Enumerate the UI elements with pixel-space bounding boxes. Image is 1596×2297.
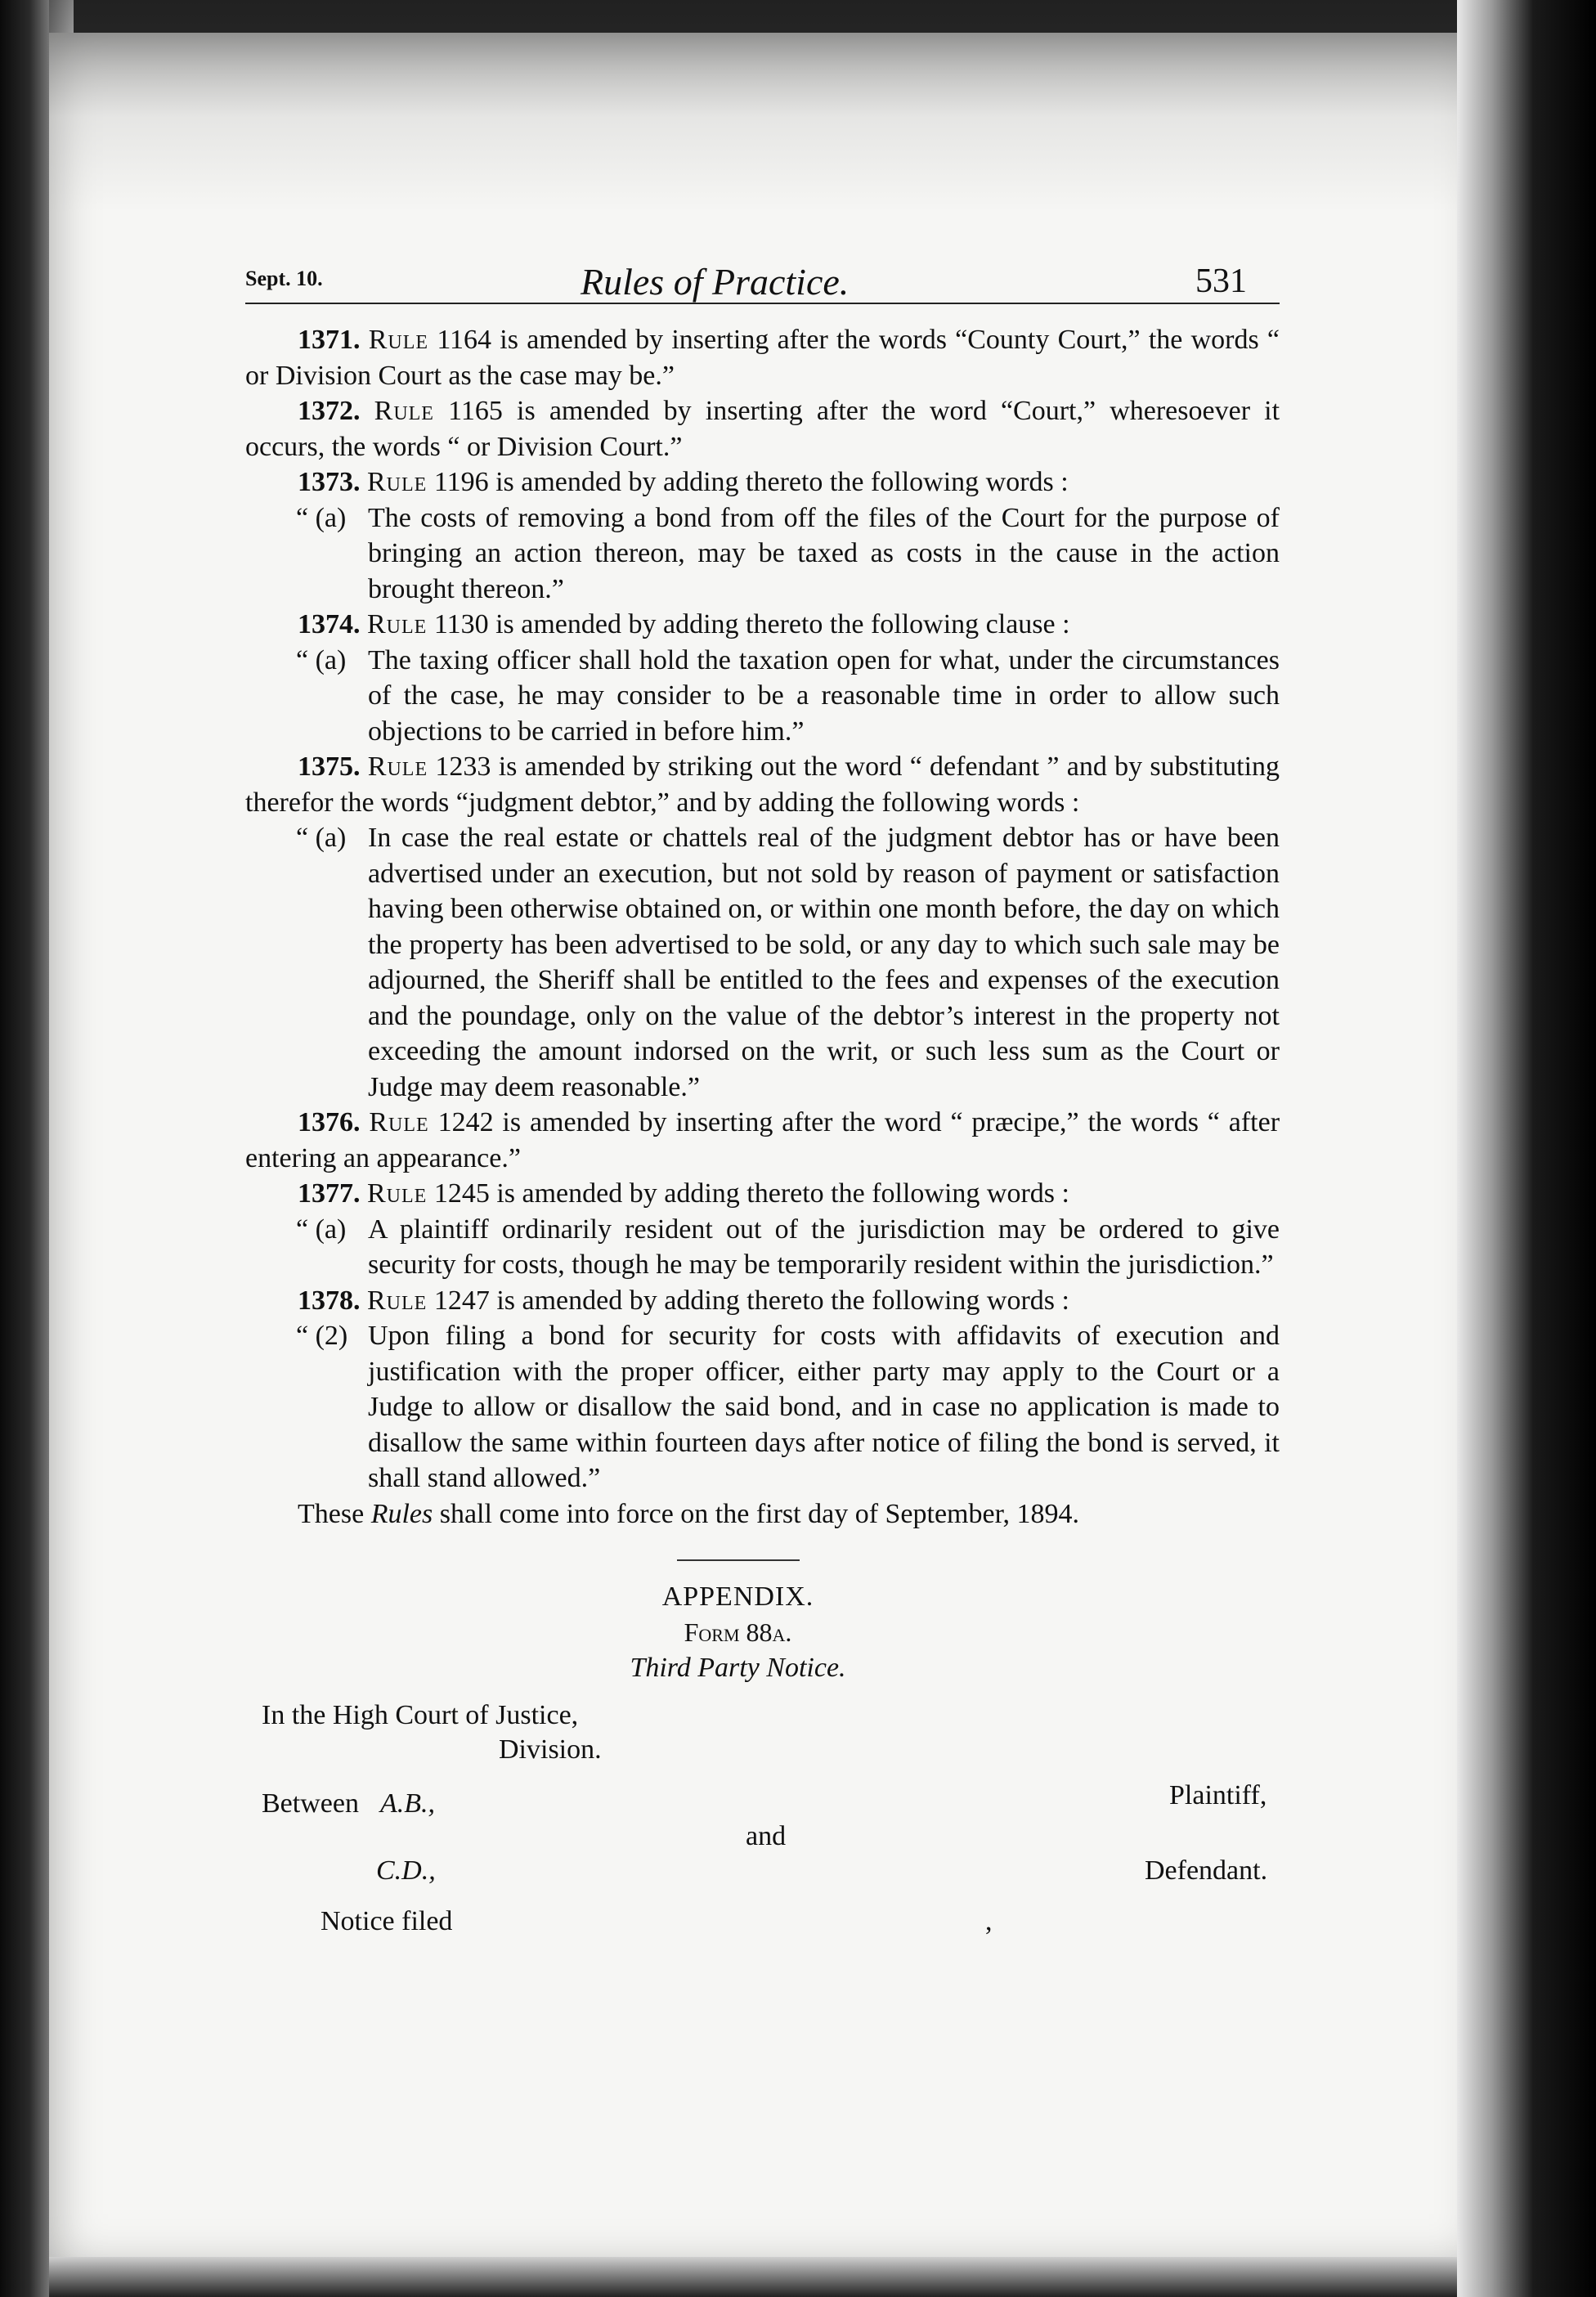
party-a: A.B., — [380, 1788, 436, 1819]
rule-ref: 1130 — [433, 609, 489, 639]
rule-label: Rule — [367, 1178, 428, 1209]
commencement-text-end: shall come into force on the first day of September, 1894. — [439, 1498, 1080, 1529]
rule-1375 — [245, 749, 1280, 820]
rule-1378 — [245, 1283, 1280, 1319]
clause-label: “ (a) — [296, 1214, 347, 1245]
page-number: 531 — [1195, 262, 1247, 300]
division-line: Division. — [499, 1734, 602, 1765]
rule-ref: 1242 — [437, 1107, 494, 1137]
notice-filed-label: Notice filed — [321, 1905, 453, 1936]
rule-text: is amended by adding thereto the following words : — [495, 467, 1069, 497]
third-party-notice-form — [245, 1698, 1280, 1943]
clause-label: “ (2) — [296, 1321, 348, 1351]
rule-1372 — [245, 393, 1280, 464]
rule-text: is amended by inserting after the words “County Court,” the words “ or Division Court as the case may be.” — [245, 325, 1280, 391]
rule-1376 — [245, 1105, 1280, 1176]
notice-filed-comma: , — [985, 1905, 993, 1936]
rule-text: is amended by adding thereto the following words : — [496, 1178, 1069, 1209]
rule-text: is amended by inserting after the word “Court,” wheresoever it occurs, the words “ or Division Court.” — [245, 396, 1280, 462]
rule-number: 1373. — [298, 467, 361, 497]
rule-number: 1374. — [298, 609, 361, 639]
rule-number: 1372. — [298, 396, 361, 426]
commencement-rules-word: Rules — [370, 1498, 433, 1529]
rule-label: Rule — [367, 609, 428, 639]
rule-text: is amended by striking out the word “ defendant ” and by substituting therefor the words “judgment debtor,” and by adding the following words : — [245, 751, 1280, 818]
rule-1377 — [245, 1176, 1280, 1212]
clause-text: Upon filing a bond for security for costs with affidavits of execution and justification with the proper officer, either party may apply to the Court or a Judge to allow or disallow the said bond, and in case no application is made to disallow the same within fourteen days after notice of filing the bond is served, it shall stand allowed.” — [368, 1321, 1280, 1493]
running-head — [245, 245, 1280, 304]
rule-ref: 1165 — [448, 396, 503, 426]
appendix-form-number: Form 88a. — [684, 1617, 792, 1647]
rule-label: Rule — [367, 1285, 428, 1316]
header-title: Rules of Practice. — [581, 260, 850, 303]
rule-label: Rule — [367, 467, 428, 497]
page-content — [245, 245, 1280, 1943]
scan-right-border — [1457, 0, 1596, 2297]
header-date: Sept. 10. — [245, 266, 323, 290]
rule-ref: 1233 — [435, 751, 491, 782]
scan-bottom-edge — [49, 2257, 1488, 2297]
rule-1378-clause — [245, 1318, 1280, 1496]
section-divider — [677, 1559, 800, 1561]
between-label: Between — [262, 1788, 359, 1819]
party-c: C.D., — [376, 1855, 436, 1886]
court-line: In the High Court of Justice, — [262, 1699, 579, 1730]
clause-label: “ (a) — [296, 823, 347, 853]
clause-text: The costs of removing a bond from off the files of the Court for the purpose of bringing an action thereon, may be taxed as costs in the cause in the action brought thereon.” — [368, 502, 1280, 604]
rule-number: 1378. — [298, 1285, 361, 1316]
rule-ref: 1196 — [433, 467, 489, 497]
rule-text: is amended by adding thereto the following words : — [496, 1285, 1069, 1316]
rule-number: 1375. — [298, 751, 361, 782]
rule-label: Rule — [374, 396, 434, 426]
rule-label: Rule — [368, 325, 429, 355]
appendix-notice-title: Third Party Notice. — [630, 1653, 846, 1683]
clause-text: A plaintiff ordinarily resident out of the jurisdiction may be ordered to give security for costs, though he may be temporarily resident within the jurisdiction.” — [368, 1214, 1280, 1280]
rule-text: is amended by inserting after the word “ præcipe,” the words “ after entering an appearance.” — [245, 1107, 1280, 1173]
rule-number: 1377. — [298, 1178, 361, 1209]
rule-1373 — [245, 464, 1280, 500]
rule-label: Rule — [367, 751, 428, 782]
commencement-text-start: These — [298, 1498, 365, 1529]
clause-label: “ (a) — [296, 644, 347, 675]
rule-1373-clause — [245, 500, 1280, 608]
clause-label: “ (a) — [296, 502, 347, 533]
clause-text: In case the real estate or chattels real of the judgment debtor has or have been advertised under an execution, but not sold by reason of payment or satisfaction having been otherwise obtained on, or within one month before, the day on which the property has been advertised to be sold, or any day to which such sale may be adjourned, the Sheriff shall be entitled to the fees and expenses of the execution and the poundage, only on the value of the debtor’s interest in the property not exceeding the amount indorsed on the writ, or such less sum as the Court or Judge may deem reasonable.” — [368, 823, 1280, 1102]
rule-ref: 1247 — [433, 1285, 490, 1316]
rule-number: 1376. — [298, 1107, 361, 1137]
appendix-title: APPENDIX. — [661, 1581, 814, 1612]
rule-1371 — [245, 322, 1280, 393]
rule-ref: 1245 — [433, 1178, 490, 1209]
rule-1377-clause — [245, 1212, 1280, 1283]
scan-top-noise — [49, 0, 1488, 213]
rule-1374 — [245, 607, 1280, 643]
rule-number: 1371. — [298, 325, 361, 355]
commencement-note — [245, 1496, 1280, 1532]
rule-1375-clause — [245, 820, 1280, 1105]
rule-text: is amended by adding thereto the following clause : — [495, 609, 1070, 639]
defendant-label: Defendant. — [1145, 1855, 1268, 1886]
plaintiff-label: Plaintiff, — [1169, 1779, 1267, 1810]
and-label: and — [746, 1820, 787, 1851]
clause-text: The taxing officer shall hold the taxation open for what, under the circumstances of the case, he may consider to be a reasonable time in order to allow such objections to be carried in before him.” — [368, 644, 1280, 747]
rule-ref: 1164 — [437, 325, 492, 355]
rule-label: Rule — [369, 1107, 429, 1137]
rule-1374-clause — [245, 643, 1280, 750]
